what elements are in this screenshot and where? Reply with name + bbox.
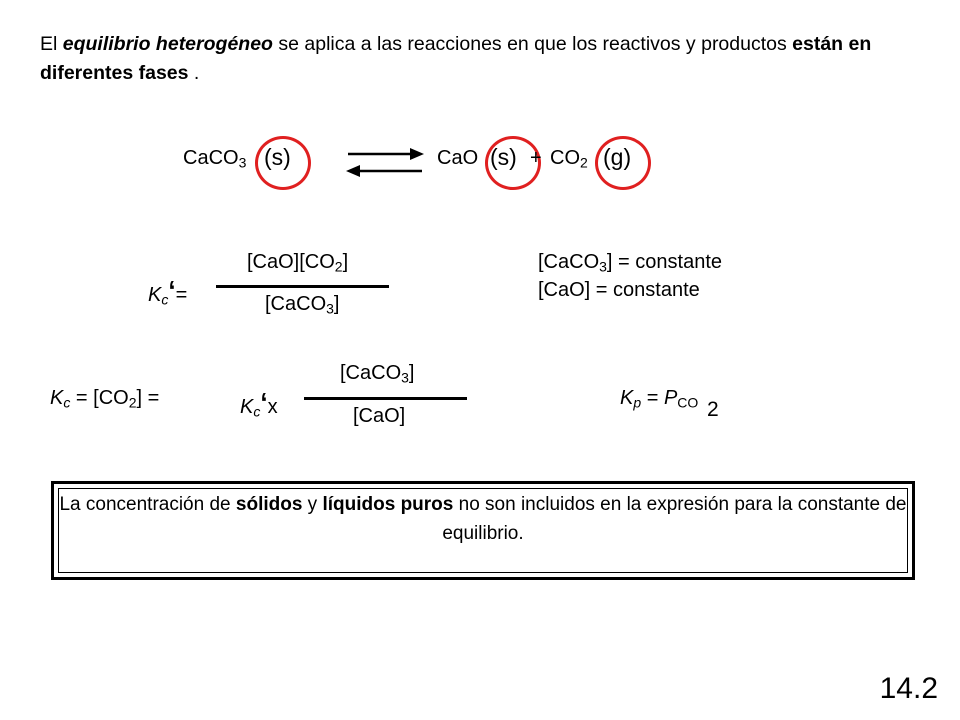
kc-expression: $K_c = [CO_2]$ = xyxy=(50,387,160,411)
intro-paragraph: El equilibrio heterogéneo se aplica a las reacciones en que los reactivos y productos están en diferentes fases . xyxy=(40,33,872,84)
constant-cao: [CaO] = constante xyxy=(538,279,700,301)
kc-times-kc-prime: $K_c‘x$ xyxy=(240,387,278,420)
note-bold-solids: sólidos xyxy=(235,494,303,515)
note-text: La concentración de sólidos y líquidos puros no son incluidos en la expresión para la constante de equilibrio. xyxy=(59,494,907,544)
equilibrium-arrows-icon xyxy=(344,145,426,179)
product-cao: CaO xyxy=(437,147,479,169)
page-number: 14.2 xyxy=(879,672,938,705)
kp-expression: $K_p = P_{CO}$ xyxy=(620,387,699,411)
product-co2-phase: (g) xyxy=(603,144,632,170)
kc-fraction-bar xyxy=(304,397,467,400)
reactant-phase: (s) xyxy=(264,144,291,170)
intro-term: equilibrio heterogéneo xyxy=(62,33,273,55)
intro-bold-phrase: están en diferentes fases xyxy=(40,33,872,84)
note-bold-liquids: líquidos puros xyxy=(322,494,454,515)
kp-subscript-2: 2 xyxy=(707,398,719,421)
reactant-caco3: CaCO$_3$ xyxy=(183,147,247,171)
highlight-ring-caco3-solid xyxy=(255,136,311,190)
highlight-ring-co2-gas xyxy=(595,136,651,190)
product-co2: $CO_2$ xyxy=(550,147,588,171)
kc-prime-numerator: $[CaO][CO_2]$ xyxy=(247,251,349,275)
note-box xyxy=(51,481,915,580)
plus-sign: + xyxy=(530,147,542,169)
product-cao-phase: (s) xyxy=(490,144,517,170)
kc-prime-fraction-bar xyxy=(216,285,389,288)
kc-prime-label: $K_c‘=$ xyxy=(148,275,188,308)
kc-denominator: [CaO] xyxy=(353,405,406,427)
kc-prime-denominator: [CaCO$_3$] xyxy=(265,293,340,317)
constant-caco3: [CaCO$_3$] = constante xyxy=(538,251,722,275)
kc-numerator: [CaCO$_3$] xyxy=(340,362,415,386)
